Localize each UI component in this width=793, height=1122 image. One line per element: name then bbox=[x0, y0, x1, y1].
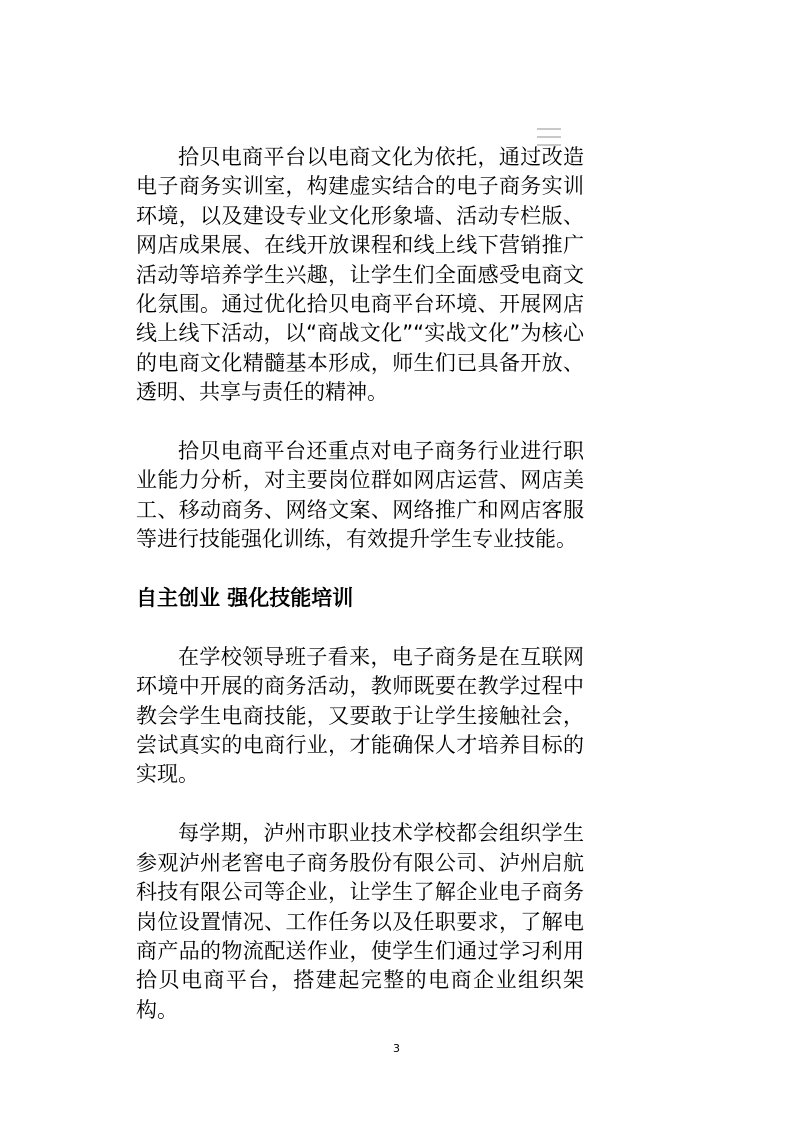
section-heading: 自主创业 强化技能培训 bbox=[136, 586, 354, 611]
paragraph-spacer bbox=[136, 613, 584, 642]
page-number: 3 bbox=[393, 1042, 400, 1055]
paragraph-school-leadership: 在学校领导班子看来，电子商务是在互联网环境中开展的商务活动，教师既要在教学过程中教会学生电商技能，又要敢于让学生接触社会，尝试真实的电商行业，才能确保人才培养目标的实现。 bbox=[136, 644, 584, 787]
paragraph-skills-analysis: 拾贝电商平台还重点对电子商务行业进行职业能力分析，对主要岗位群如网店运营、网店美工、移动商务、网络文案、网络推广和网店客服等进行技能强化训练，有效提升学生专业技能。 bbox=[136, 439, 584, 552]
paragraph-spacer bbox=[136, 790, 584, 819]
paragraph-platform-culture: 拾贝电商平台以电商文化为依托，通过改造电子商务实训室，构建虚实结合的电子商务实训环境，以及建设专业文化形象墙、活动专栏版、网店成果展、在线开放课程和线上线下营销推广活动等培养学生兴趣，让学生们全面感受电商文化氛围。通过优化拾贝电商平台环境、开展网店线上线下活动，以“商战文化”“实战文化”为核心的电商文化精髓基本形成，师生们已具备开放、透明、共享与责任的精神。 bbox=[136, 145, 584, 405]
menu-icon-bar-2 bbox=[537, 136, 561, 138]
menu-icon-bar-1 bbox=[537, 128, 561, 130]
paragraph-company-visits: 每学期，泸州市职业技术学校都会组织学生参观泸州老窖电子商务股份有限公司、泸州启航科技有限公司等企业，让学生了解企业电子商务岗位设置情况、工作任务以及任职要求，了解电商产品的物流配送作业，使学生们通过学习利用拾贝电商平台，搭建起完整的电商企业组织架构。 bbox=[136, 821, 584, 1022]
paragraph-spacer bbox=[136, 555, 584, 584]
document-body bbox=[136, 143, 584, 1025]
paragraph-spacer bbox=[136, 408, 584, 437]
